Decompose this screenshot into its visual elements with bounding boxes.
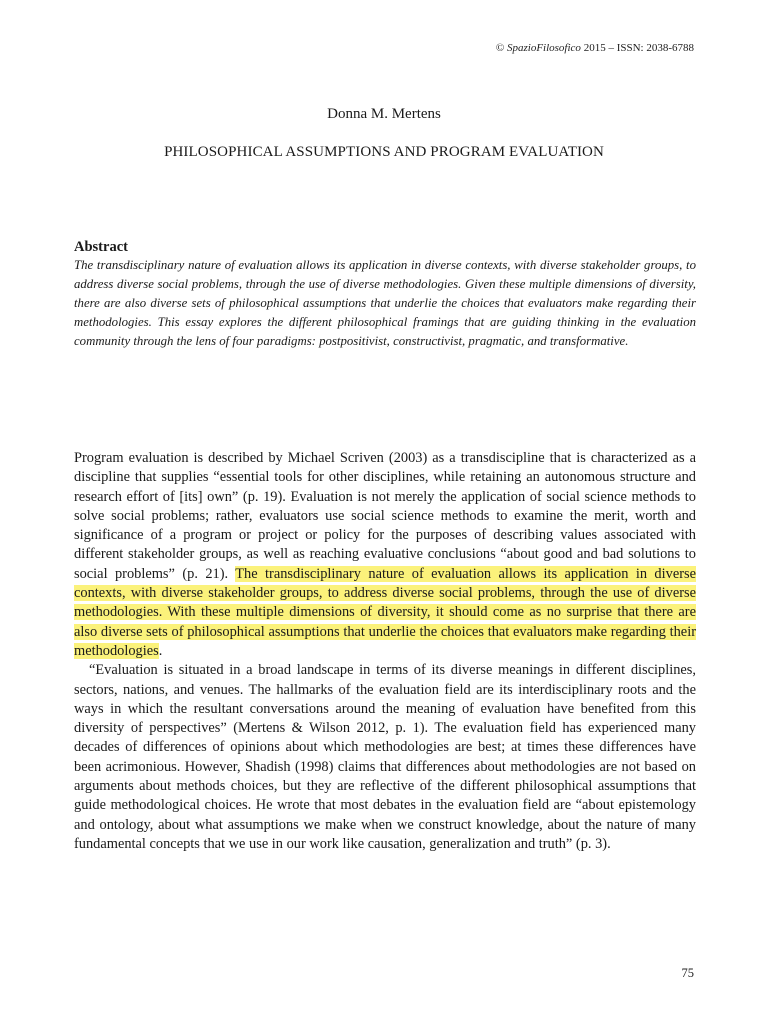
copyright-symbol: © [495, 42, 505, 54]
page-number: 75 [681, 966, 694, 980]
journal-name: SpazioFilosofico [506, 42, 581, 54]
paragraph-1-text: Program evaluation is described by Michael Scriven (2003) as a transdiscipline that is characterized as a discipline that supplies “essential tools for other disciplines, while retaining an autonomous structure and research effort of [its] own” (p. 19). Evaluation is not merely the application of social science methods to solve social problems; rather, evaluators use social science methods to examine the merit, worth and significance of a program or project or policy for the purposes of describing values associated with different stakeholder groups, as well as reaching evaluative conclusions “about good and bad solutions to social problems” (p. 21). [74, 450, 696, 582]
highlighted-passage: The transdisciplinary nature of evaluation allows its application in diverse contexts, with diverse stakeholder groups, to address diverse social problems, through the use of diverse methodologies. With these multiple dimensions of diversity, it should come as no surprise that there are also diverse sets of philosophical assumptions that underlie the choices that evaluators make regarding their methodologies [74, 565, 696, 659]
abstract-heading: Abstract [74, 239, 128, 255]
paragraph-1-end: . [158, 642, 163, 659]
author-name: Donna M. Mertens [327, 106, 441, 122]
issn-text: 2015 – ISSN: 2038-6788 [583, 42, 694, 54]
abstract-section [74, 238, 696, 351]
body-paragraph-1 [74, 449, 696, 661]
body-paragraph-2: “Evaluation is situated in a broad landscape in terms of its diverse meanings in different disciplines, sectors, nations, and venues. The hallmarks of the evaluation field are its interdisciplinary roots and the ways in which the resultant conversations around the meaning of evaluation have benefited from this diversity of perspectives” (Mertens & Wilson 2012, p. 1). The evaluation field has experienced many decades of differences of opinions about which methodologies are best; at times these differences have been acrimonious. However, Shadish (1998) claims that differences about methodologies are not based on arguments about methods choices, but they are reflective of the different philosophical assumptions that guide methodological choices. He wrote that most debates in the evaluation field are “about epistemology and ontology, about what assumptions we make when we construct knowledge, about the nature of many fundamental concepts that we use in our work like causation, generalization and truth” (p. 3). [74, 662, 696, 852]
paper-title: PHILOSOPHICAL ASSUMPTIONS AND PROGRAM EVALUATION [164, 144, 604, 160]
abstract-text: The transdisciplinary nature of evaluation allows its application in diverse contexts, with diverse stakeholder groups, to address diverse social problems, through the use of diverse methodologies. Given these multiple dimensions of diversity, there are also diverse sets of philosophical assumptions that underlie the choices that evaluators make regarding their methodologies. This essay explores the different philosophical framings that are guiding thinking in the evaluation community through the lens of four paradigms: postpositivist, constructivist, pragmatic, and transformative. [74, 258, 696, 348]
copyright-header [496, 42, 694, 54]
body-text [74, 449, 696, 854]
